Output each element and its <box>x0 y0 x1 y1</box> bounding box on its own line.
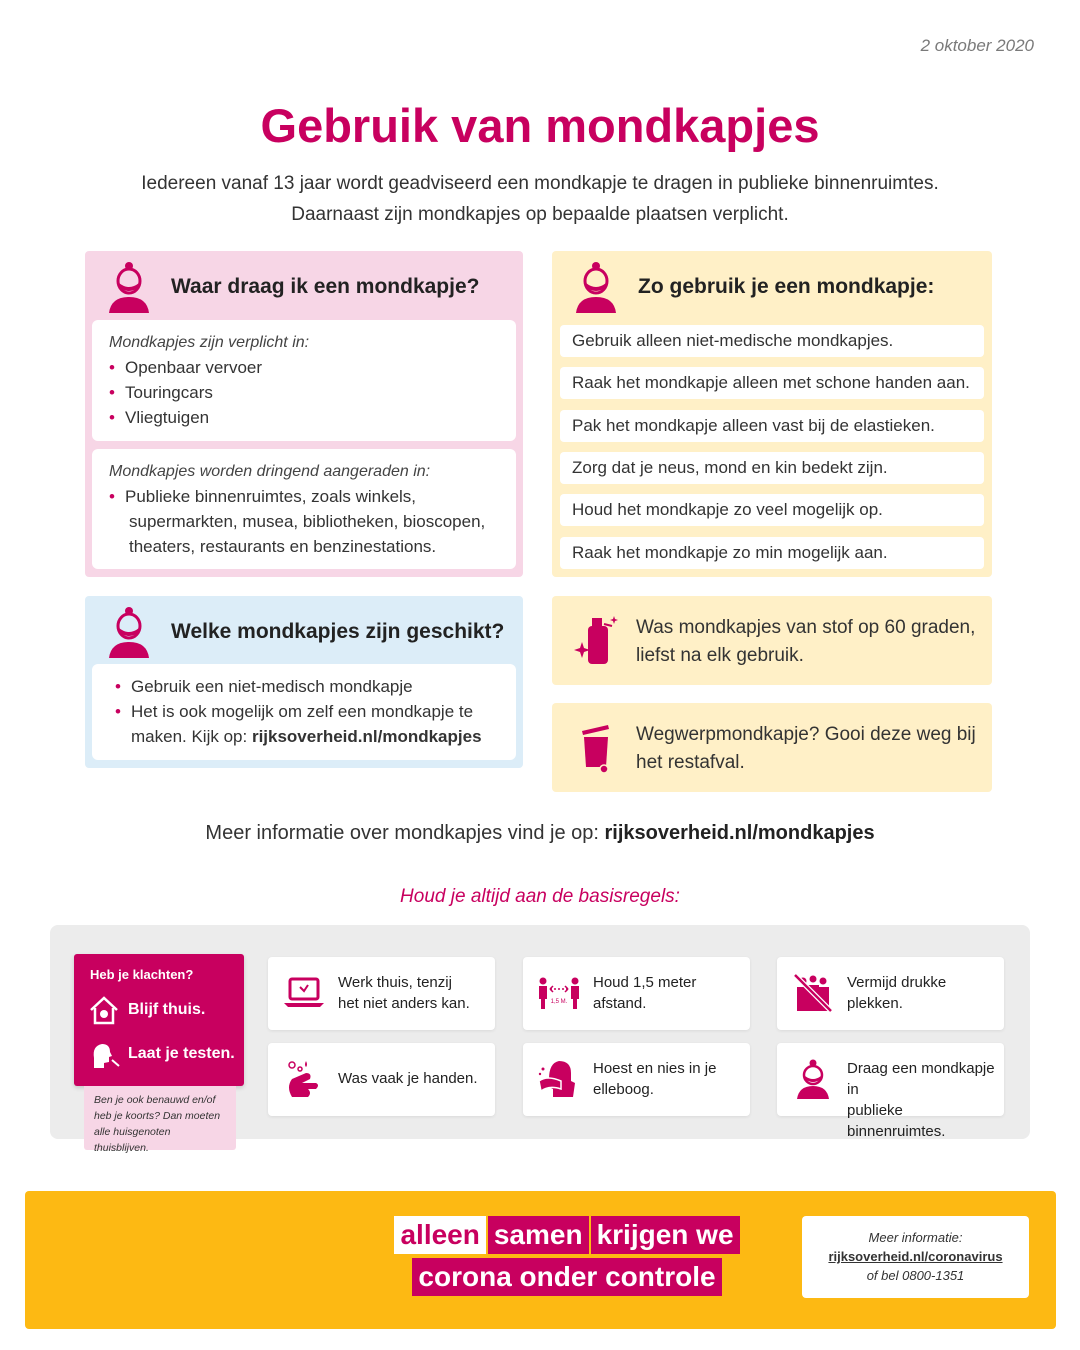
slogan-word: samen <box>488 1216 589 1254</box>
coronavirus-link[interactable]: rijksoverheid.nl/coronavirus <box>828 1249 1003 1264</box>
rule-sneeze <box>523 1043 750 1116</box>
rule-line-2: elleboog. <box>593 1081 654 1098</box>
where-header <box>107 261 479 313</box>
required-card <box>92 320 516 441</box>
house-icon <box>88 994 120 1026</box>
rule-line-1: Hoest en nies in je <box>593 1060 717 1077</box>
rule-line-1: Vermijd drukke <box>847 974 947 991</box>
rule-distance <box>523 957 750 1030</box>
how-step: Raak het mondkapje zo min mogelijk aan. <box>560 537 984 569</box>
slogan-word: corona onder controle <box>412 1258 721 1296</box>
rule-line-2: publieke binnenruimtes. <box>847 1102 946 1140</box>
how-step: Zorg dat je neus, mond en kin bedekt zijn. <box>560 452 984 484</box>
advised-line-3: theaters, restaurants en benzinestations. <box>129 537 437 556</box>
get-tested-label: Laat je testen. <box>128 1045 235 1062</box>
mondkapjes-link[interactable]: rijksoverheid.nl/mondkapjes <box>251 727 482 746</box>
laptop-icon <box>282 973 326 1013</box>
basis-heading: Houd je altijd aan de basisregels: <box>400 886 680 907</box>
info-label: Meer informatie: <box>868 1230 963 1245</box>
how-step: Raak het mondkapje alleen met schone handen aan. <box>560 367 984 399</box>
which-header <box>107 606 504 658</box>
distance-icon <box>537 973 581 1013</box>
footer-banner <box>25 1191 1056 1329</box>
test-swab-icon <box>88 1038 120 1070</box>
required-label: Mondkapjes zijn verplicht in: <box>109 334 310 351</box>
dispose-line-2: het restafval. <box>636 752 745 773</box>
rule-work-home <box>268 957 495 1030</box>
intro-text <box>0 168 1080 230</box>
dispose-line-1: Wegwerpmondkapje? Gooi deze weg bij <box>636 724 976 745</box>
note-line-2: heb je koorts? Dan moeten <box>94 1110 221 1122</box>
how-step: Houd het mondkapje zo veel mogelijk op. <box>560 494 984 526</box>
slogan-word: krijgen we <box>591 1216 740 1254</box>
dispose-panel <box>552 703 992 792</box>
complaints-box <box>74 954 244 1086</box>
distance-label: 1,5 M. <box>550 999 568 1005</box>
which-card <box>92 664 516 760</box>
wash-panel <box>552 596 992 685</box>
which-panel <box>85 596 523 768</box>
rule-text <box>593 1058 743 1100</box>
page-title: Gebruik van mondkapjes <box>260 99 820 152</box>
rule-text <box>847 1058 997 1142</box>
list-item: • Vliegtuigen <box>109 405 516 430</box>
wash-text <box>636 614 976 670</box>
list-item <box>115 699 516 749</box>
advised-list <box>109 484 516 559</box>
more-info-link[interactable]: rijksoverheid.nl/mondkapjes <box>604 822 875 844</box>
rule-text <box>593 972 743 1014</box>
advised-label: Mondkapjes worden dringend aangeraden in: <box>109 463 431 480</box>
trash-bin-icon <box>574 723 618 773</box>
list-item: • Openbaar vervoer <box>109 355 516 380</box>
complaints-note <box>84 1086 236 1154</box>
complaints-question: Heb je klachten? <box>90 967 194 982</box>
intro-line-2: Daarnaast zijn mondkapjes op bepaalde plaatsen verplicht. <box>291 204 789 225</box>
sneeze-elbow-icon <box>537 1059 581 1099</box>
rule-text <box>338 972 488 1014</box>
rule-text <box>338 1068 488 1089</box>
how-step: Gebruik alleen niet-medische mondkapjes. <box>560 325 984 357</box>
rule-line-2: het niet anders kan. <box>338 995 470 1012</box>
rule-line-1: Draag een mondkapje in <box>847 1060 995 1098</box>
rule-line-1: Houd 1,5 meter <box>593 974 697 991</box>
mask-person-icon <box>574 261 618 313</box>
slogan-word: alleen <box>394 1216 485 1254</box>
rule-line-2: plekken. <box>847 995 903 1012</box>
which-heading: Welke mondkapjes zijn geschikt? <box>171 620 505 643</box>
how-step: Pak het mondkapje alleen vast bij de elastieken. <box>560 410 984 442</box>
rule-wash-hands <box>268 1043 495 1116</box>
publication-date: 2 oktober 2020 <box>920 36 1034 55</box>
rule-line-1: Werk thuis, tenzij <box>338 974 452 991</box>
more-info <box>0 822 1080 845</box>
detergent-bottle-icon <box>574 616 618 666</box>
note-line-1: Ben je ook benauwd en/of <box>94 1094 216 1106</box>
stay-home-label: Blijf thuis. <box>128 1001 206 1018</box>
footer-info-box <box>802 1216 1029 1298</box>
list-item: • Touringcars <box>109 380 516 405</box>
advised-line-1: Publieke binnenruimtes, zoals winkels, <box>125 487 417 506</box>
list-item: • Gebruik een niet-medisch mondkapje <box>115 674 516 699</box>
how-panel <box>552 251 992 577</box>
mask-person-icon <box>107 606 151 658</box>
rule-no-crowds <box>777 957 1004 1030</box>
note-line-3: alle huisgenoten thuisblijven. <box>94 1126 171 1154</box>
mask-person-icon <box>791 1059 835 1099</box>
intro-line-1: Iedereen vanaf 13 jaar wordt geadviseerd een mondkapje te dragen in publieke binnenruimtes. <box>141 173 939 194</box>
more-info-text: Meer informatie over mondkapjes vind je op: <box>205 822 605 844</box>
mask-person-icon <box>107 261 151 313</box>
rule-text <box>847 972 997 1014</box>
wash-line-1: Was mondkapjes van stof op 60 graden, <box>636 617 976 638</box>
how-heading: Zo gebruik je een mondkapje: <box>638 275 935 298</box>
rule-line-1: Was vaak je handen. <box>338 1070 478 1087</box>
which-item2-prefix: maken. Kijk op: <box>131 727 252 746</box>
where-heading: Waar draag ik een mondkapje? <box>171 275 480 298</box>
which-list <box>115 674 516 749</box>
dispose-text <box>636 721 976 777</box>
stay-home-row <box>88 994 205 1026</box>
slogan <box>382 1216 752 1300</box>
info-phone: of bel 0800-1351 <box>866 1268 965 1283</box>
advised-line-2: supermarkten, musea, bibliotheken, bioscopen, <box>129 512 486 531</box>
rule-mask <box>777 1043 1004 1140</box>
list-item <box>109 484 516 559</box>
get-tested-row <box>88 1038 235 1070</box>
wash-line-2: liefst na elk gebruik. <box>636 645 804 666</box>
rule-line-2: afstand. <box>593 995 647 1012</box>
which-item2-line1: Het is ook mogelijk om zelf een mondkapje te <box>131 702 474 721</box>
wash-hands-icon <box>282 1059 326 1099</box>
advised-card <box>92 449 516 569</box>
required-list <box>109 355 516 430</box>
no-crowds-icon <box>791 973 835 1013</box>
how-header <box>574 261 934 313</box>
where-panel <box>85 251 523 577</box>
